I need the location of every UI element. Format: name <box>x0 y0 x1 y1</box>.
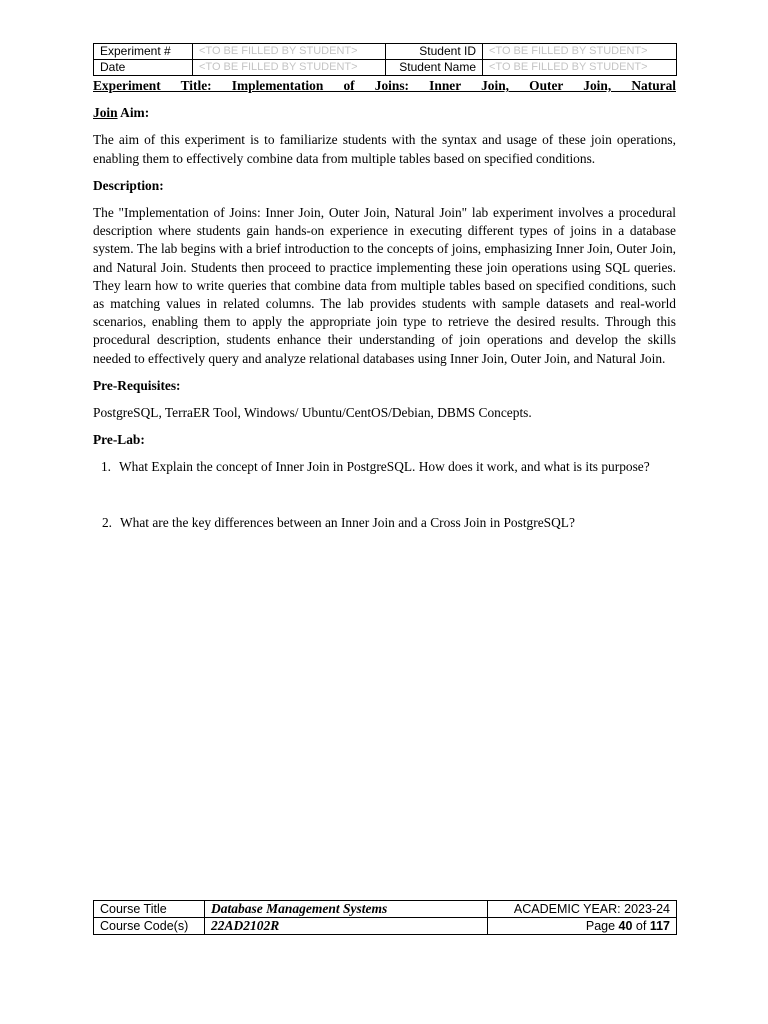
experiment-header-table <box>93 43 677 76</box>
list-item <box>93 514 676 532</box>
prelab-heading: Pre-Lab: <box>93 432 145 448</box>
course-title-label: Course Title <box>94 901 205 918</box>
question-text: What are the key differences between an Inner Join and a Cross Join in PostgreSQL? <box>120 514 575 530</box>
footer-row-2 <box>94 918 677 935</box>
date-label: Date <box>94 60 193 76</box>
experiment-number-label: Experiment # <box>94 44 193 60</box>
list-item <box>92 458 676 476</box>
prelab-question-list <box>93 458 676 531</box>
page-of: of <box>632 919 650 933</box>
description-heading: Description: <box>93 177 164 193</box>
academic-year: ACADEMIC YEAR: 2023-24 <box>488 901 677 918</box>
student-name-field[interactable]: <TO BE FILLED BY STUDENT> <box>483 60 677 76</box>
description-paragraph: The "Implementation of Joins: Inner Join, Outer Join, Natural Join" lab experiment involves a procedural description where students gain hands-on experience in executing different types of joins in a database system. The lab begins with a brief introduction to the concepts of joins, emphasizing Inner Join, Outer Join, and Natural Join. Students then proceed to practice implementing these join operations using SQL queries. They learn how to write queries that combine data from multiple tables based on specified conditions, such as matching values in related columns. The lab provides students with sample datasets and real-world scenarios, enabling them to apply the appropriate join type to retrieve the desired results. Through this procedural description, students enhance their understanding of join operations and develop the skills needed to effectively query and analyze relational databases using Inner Join, Outer Join, and Natural Join. <box>93 205 676 366</box>
course-footer-table <box>93 900 677 935</box>
prerequisites-heading: Pre-Requisites: <box>93 377 181 393</box>
experiment-number-field[interactable]: <TO BE FILLED BY STUDENT> <box>193 44 386 60</box>
course-code-label: Course Code(s) <box>94 918 205 935</box>
course-title-value: Database Management Systems <box>205 901 488 918</box>
prerequisites-paragraph: PostgreSQL, TerraER Tool, Windows/ Ubuntu/CentOS/Debian, DBMS Concepts. <box>93 405 532 421</box>
question-number: 2. <box>101 514 112 530</box>
course-code-value: 22AD2102R <box>205 918 488 935</box>
student-id-field[interactable]: <TO BE FILLED BY STUDENT> <box>483 44 677 60</box>
page-number <box>488 918 677 935</box>
question-number: 1. <box>100 459 111 475</box>
header-row-2 <box>94 60 677 76</box>
page-prefix: Page <box>585 919 619 933</box>
aim-heading <box>93 104 676 122</box>
experiment-title: Experiment Title: Implementation of Joins: Inner Join, Outer Join, Natural <box>93 78 676 93</box>
student-name-label: Student Name <box>386 60 483 76</box>
header-row-1 <box>94 44 677 60</box>
page-current: 40 <box>618 919 633 933</box>
document-body <box>93 77 676 532</box>
student-id-label: Student ID <box>386 44 483 60</box>
aim-heading-prefix: Join <box>93 105 118 121</box>
date-field[interactable]: <TO BE FILLED BY STUDENT> <box>193 60 386 76</box>
aim-paragraph: The aim of this experiment is to familiarize students with the syntax and usage of these join operations, enabling them to effectively combine data from multiple tables based on specified conditions. <box>93 132 676 166</box>
page-total: 117 <box>649 919 670 933</box>
aim-heading-label: Aim: <box>117 105 150 121</box>
footer-row-1 <box>94 901 677 918</box>
question-text: What Explain the concept of Inner Join in PostgreSQL. How does it work, and what is its purpose? <box>119 459 650 475</box>
